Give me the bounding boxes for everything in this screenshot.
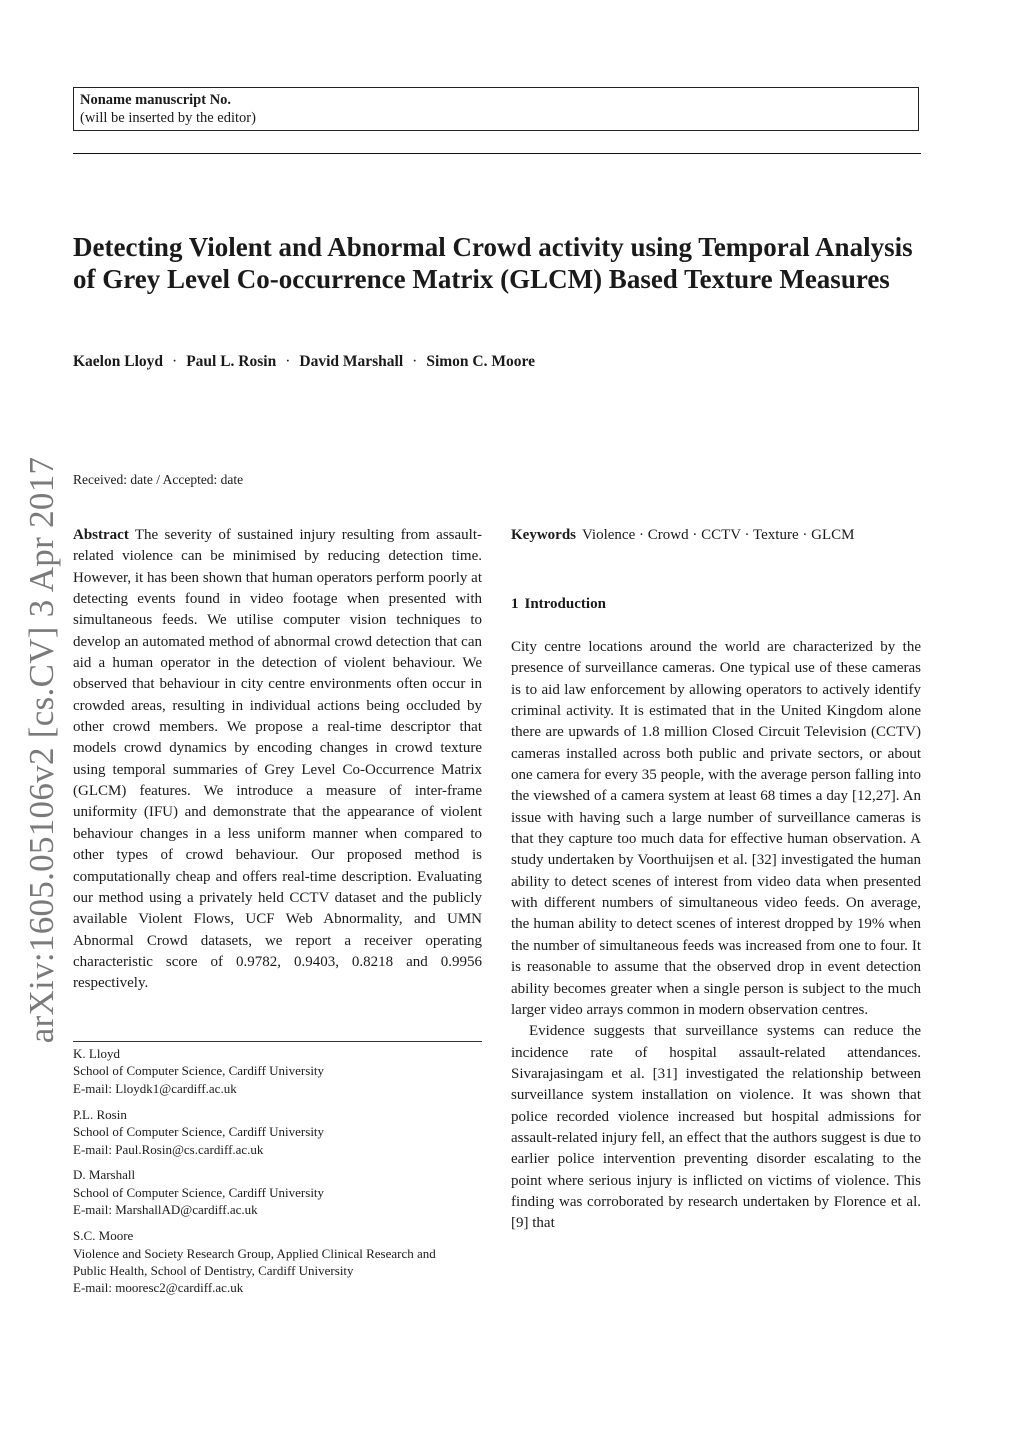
affiliation-email: E-mail: Paul.Rosin@cs.cardiff.ac.uk [73,1141,264,1157]
author-name: Simon C. Moore [426,353,535,370]
section-heading-introduction [511,594,921,614]
keywords-label: Keywords [511,527,576,543]
abstract-label: Abstract [73,527,129,543]
editor-insert-note: (will be inserted by the editor) [80,110,256,126]
affiliation-email: E-mail: Lloydk1@cardiff.ac.uk [73,1080,237,1096]
affiliation-email: E-mail: MarshallAD@cardiff.ac.uk [73,1202,258,1218]
author-separator: · [285,353,291,370]
affiliation-line: Public Health, School of Dentistry, Cardiff University [73,1262,354,1278]
section-title: Introduction [524,596,606,612]
header-rule [73,153,921,154]
affiliation-block [73,1045,485,1097]
received-accepted-dates: Received: date / Accepted: date [73,472,244,487]
author-list [73,353,535,371]
affiliations [73,1045,485,1305]
manuscript-number-line: Noname manuscript No. [80,92,232,108]
affiliation-name: S.C. Moore [73,1228,134,1244]
affiliation-block [73,1166,485,1218]
author-name: Paul L. Rosin [186,353,277,370]
affiliation-block [73,1227,485,1297]
intro-paragraph-1: City centre locations around the world are characterized by the presence of surveillance cameras. One typical use of these cameras is to aid law enforcement by allowing operators to actively identify criminal activity. It is estimated that in the United Kingdom alone there are upwards of 1.8 million Closed Circuit Television (CCTV) cameras installed across both public and private sectors, or about one camera for every 35 people, with the average person falling into the viewshed of a camera system at least 68 times a day [12,27]. An issue with having such a large number of surveillance cameras is that they capture too much data for effective human observation. A study undertaken by Voorthuijsen et al. [32] investigated the human ability to detect scenes of interest from video data when presented with different numbers of simultaneous video feeds. On average, the human ability to detect scenes of interest dropped by 19% when the number of simultaneous feeds was increased from one to four. It is reasonable to assume that the observed drop in event detection ability becomes greater when a single person is subject to the much larger video arrays common in modern observation centres. [511,639,921,1018]
author-separator: · [172,353,178,370]
author-separator: · [412,353,418,370]
abstract [73,525,482,995]
right-column [511,525,921,1235]
abstract-text: The severity of sustained injury resulting from assault-related violence can be minimised by reducing detection time. However, it has been shown that human operators perform poorly at detecting events found in video footage when presented with simultaneous feeds. We utilise computer vision techniques to develop an automated method of abnormal crowd detection that can aid a human operator in the detection of violent behaviour. We observed that behaviour in city centre environments often occur in crowded areas, resulting in individual actions being occluded by other crowd members. We propose a real-time descriptor that models crowd dynamics by encoding changes in crowd texture using temporal summaries of Grey Level Co-Occurrence Matrix (GLCM) features. We introduce a measure of inter-frame uniformity (IFU) and demonstrate that the appearance of violent behaviour changes in a less uniform manner when compared to other types of crowd behaviour. Our proposed method is computationally cheap and offers real-time description. Evaluating our method using a privately held CCTV dataset and the publicly available Violent Flows, UCF Web Abnormality, and UMN Abnormal Crowd datasets, we report a receiver operating characteristic score of 0.9782, 0.9403, 0.8218 and 0.9956 respectively. [73,527,482,992]
affiliation-email: E-mail: mooresc2@cardiff.ac.uk [73,1280,244,1296]
editor-note-box [73,87,919,131]
keywords-text: Violence · Crowd · CCTV · Texture · GLCM [582,527,855,543]
keywords [511,525,921,546]
section-number: 1 [511,596,519,612]
affiliation-block [73,1106,485,1158]
affiliation-name: P.L. Rosin [73,1106,127,1122]
arxiv-stamp: arXiv:1605.05106v2 [cs.CV] 3 Apr 2017 [22,456,61,1044]
affiliation-name: K. Lloyd [73,1046,120,1061]
author-name: Kaelon Lloyd [73,353,164,370]
author-name: David Marshall [299,353,404,370]
affiliation-line: School of Computer Science, Cardiff University [73,1184,325,1200]
left-column [73,525,482,995]
affiliation-rule [73,1041,482,1042]
affiliation-line: School of Computer Science, Cardiff University [73,1063,325,1079]
paper-title: Detecting Violent and Abnormal Crowd activity using Temporal Analysis of Grey Level Co-occurrence Matrix (GLCM) Based Texture Measures [73,232,913,294]
affiliation-line: Violence and Society Research Group, Applied Clinical Research and [73,1245,436,1261]
affiliation-name: D. Marshall [73,1167,136,1183]
affiliation-line: School of Computer Science, Cardiff University [73,1124,325,1140]
intro-paragraph-2: Evidence suggests that surveillance systems can reduce the incidence rate of hospital assault-related attendances. Sivarajasingam et al. [31] investigated the relationship between surveillance system installation on violence. It was shown that police recorded violence increased but hospital admissions for assault-related injury fell, an effect that the authors suggest is due to earlier police intervention preventing disorder escalating to the point where serious injury is inflicted on victims of violence. This finding was corroborated by research undertaken by Florence et al. [9] that [511,1023,921,1232]
